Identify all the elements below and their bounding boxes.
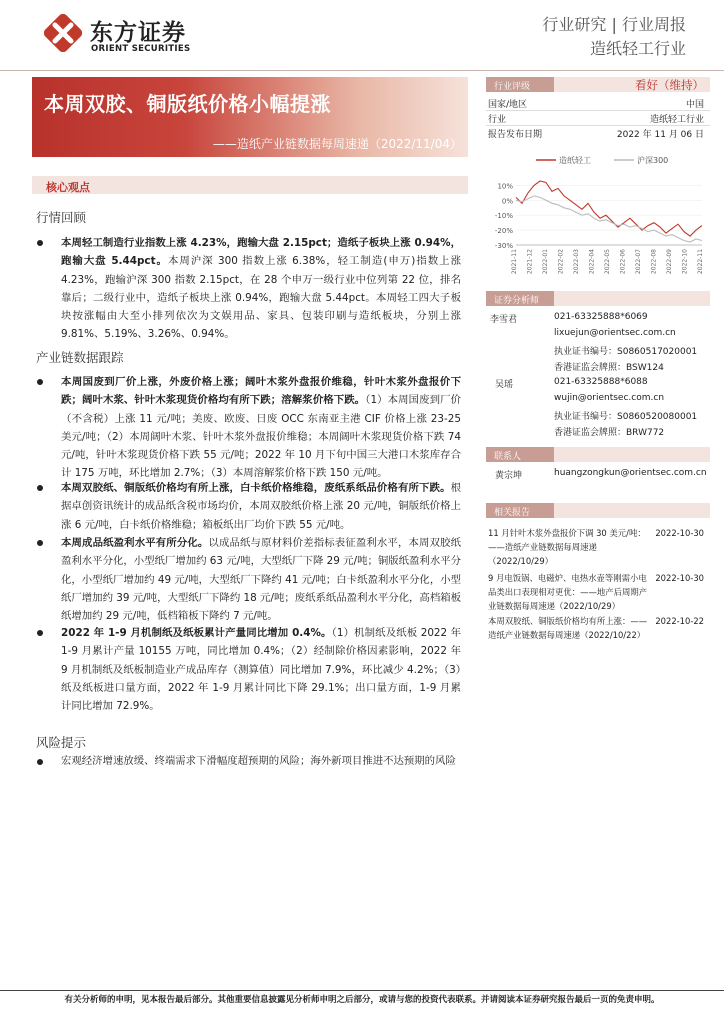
divider [486,125,710,126]
analyst-hk-license: 香港证监会牌照：BSW124 [554,363,664,373]
analyst-name: 李雪君 [490,315,518,325]
market-review-text: 本周沪深 300 指数上涨 6.38%，轻工制造(申万)指数上涨 4.23%，跑输沪深 300 指数 2.15pct，在 28 个申万一级行业中位列第 22 位，排名靠后；二级行业中，造纸子板块上涨 0.94%，跑输大盘 5.44pct。本周轻工四大子板块按涨幅由大至小排列依次为文娱用品、家具、包装印刷与造纸板块，分别上涨 9.81%、5.19%、3.26%、0.94%。 [61,255,461,341]
contact-email[interactable]: huangzongkun@orientsec.com.cn [554,468,707,478]
core-view-label: 核心观点 [46,181,90,194]
rating-value: 看好（维持） [635,78,704,92]
chain-item-2-bold: 本周双胶纸、铜版纸价格均有所上涨，白卡纸价格维稳，废纸系纸品价格有所下跌。 [61,482,451,494]
analyst-hk-license: 香港证监会牌照：BRW772 [554,428,665,438]
y-tick-label: 10% [497,182,513,191]
x-tick-label: 2022-10 [681,249,689,275]
chain-item-2 [61,479,461,534]
chain-item-3 [61,534,461,625]
contact-label: 联系人 [494,452,522,462]
bullet [37,540,43,546]
rating-val: 中国 [685,100,704,110]
rating-key: 行业 [488,115,507,125]
y-tick-label: 0% [501,197,513,206]
chain-item-1 [61,373,461,483]
analyst-label: 证券分析师 [494,296,540,306]
rating-val: 2022 年 11 月 06 日 [616,130,704,140]
market-review-bold: 本周轻工制造行业指数上涨 4.23%，跑输大盘 2.15pct；造纸子板块上涨 0.94%，跑输大盘 5.44pct。 [61,237,461,268]
chain-item-2-text: 根据卓创资讯统计的成品纸含税市场均价，本周双胶纸价格上涨 20 元/吨，铜版纸价格上涨 6 元/吨，白卡纸价格维稳；箱板纸出厂均价下跌 55 元/吨。 [61,482,461,531]
analyst-email[interactable]: lixuejun@orientsec.com.cn [554,328,676,338]
chain-item-1-bold: 本周国废到厂价上涨，外废价格上涨；阔叶木浆外盘报价维稳，针叶木浆外盘报价下跌；阔叶木浆、针叶木浆现货价格均有所下跌；溶解浆价格下跌。 [61,376,461,407]
risk-heading: 风险提示 [36,735,87,750]
x-tick-label: 2022-06 [619,249,627,275]
performance-chart [486,150,710,280]
bullet [37,630,43,636]
logo-name-en: ORIENT SECURITIES [91,44,191,54]
report-title: 本周双胶、铜版纸价格小幅提涨 [44,92,331,116]
bullet [37,485,43,491]
rating-val: 造纸轻工行业 [649,115,704,125]
x-tick-label: 2022-02 [557,249,565,275]
analyst-email[interactable]: wujin@orientsec.com.cn [554,393,665,403]
analyst-name: 吴瑶 [495,380,514,390]
related-report-link[interactable]: 11 月针叶木浆外盘报价下调 30 美元/吨：——造纸产业链数据每周速递（2022/10/29） [488,528,646,566]
risk-text: 宏观经济增速放缓、终端需求下滑幅度超预期的风险；海外新项目推进不达预期的风险 [61,755,456,767]
logo-name-cn: 东方证券 [90,20,186,46]
bullet [37,759,43,765]
chain-item-4-text: （1）机制纸及纸板 2022 年 1-9 月累计产量 10155 万吨，同比增加 0.4%；（2）经制除价格因素影响，2022 年 9 月机制纸及纸板制造业产成品库存（测算值）同比增加 7.9%，环比减少 4.2%；（3）纸及纸板进口量方面，2022 年 1-9 月累计同比下降 29.1%；出口量方面，1-9 月累计同比增加 72.9%。 [61,627,461,713]
y-tick-label: -30% [494,242,513,250]
disclaimer-footer: 有关分析师的申明，见本报告最后部分。其他重要信息披露见分析师申明之后部分，或请与您的投资代表联系。并请阅读本证券研究报告最后一页的免责申明。 [64,995,660,1005]
rating-label: 行业评级 [494,82,531,92]
x-tick-label: 2022-05 [604,249,611,275]
x-tick-label: 2022-07 [635,249,642,275]
report-subtitle: ——造纸产业链数据每周速递（2022/11/04） [212,137,462,151]
related-report-date: 2022-10-22 [655,616,704,626]
related-report-date: 2022-10-30 [655,573,704,583]
divider [486,110,710,111]
x-tick-label: 2022-04 [588,249,596,275]
legend-label: 沪深300 [637,156,669,165]
market-review-paragraph [61,234,461,344]
legend-label: 造纸轻工 [559,156,591,165]
x-tick-label: 2022-09 [666,249,673,275]
orient-logo-icon [44,14,82,52]
analyst-cert: 执业证书编号：S0860520080001 [554,412,698,422]
analyst-cert: 执业证书编号：S0860517020001 [554,347,698,357]
market-review-heading: 行情回顾 [36,210,87,225]
x-tick-label: 2022-11 [697,249,704,275]
chain-item-4-bold: 2022 年 1-9 月机制纸及纸板累计产量同比增加 0.4%。 [61,627,332,639]
analyst-phone: 021-63325888*6069 [554,312,648,322]
chain-item-4 [61,624,461,715]
core-view-bar [32,176,468,194]
industry-name: 造纸轻工行业 [589,39,686,58]
contact-name: 黄宗坤 [495,471,523,481]
series-line [516,181,702,236]
chain-item-1-text: （1）本周国废到厂价（不含税）上涨 11 元/吨；美废、欧废、日废 OCC 东南亚主港 CIF 价格上涨 23-25 美元/吨；（2）本周阔叶木浆、针叶木浆外盘报价维稳；本周阔叶木浆现货价格下跌 74 元/吨，针叶木浆现货价格下跌 55 元/吨；2022 年 10 月下旬中国三大港口木浆库存合计 175 万吨，环比增加 2.7%；（3）本周溶解浆价格下跌 150 元/吨。 [61,394,461,480]
bullet [37,379,43,385]
chain-item-3-bold: 本周成品纸盈利水平有所分化。 [61,537,209,549]
y-tick-label: -20% [494,227,513,236]
bullet [37,240,43,246]
analyst-phone: 021-63325888*6088 [554,377,648,387]
chain-item-3-text: 以成品纸与原材料价差指标表征盈利水平，本周双胶纸盈利水平分化，小型纸厂增加约 63 元/吨，大型纸厂下降 29 元/吨；铜版纸盈利水平分化，小型纸厂增加约 49 元/吨，大型纸厂下降约 41 元/吨；白卡纸盈利水平分化，小型纸厂增加约 39 元/吨，大型纸厂下降约 18 元/吨；废纸系纸品盈利水平分化，高档箱板纸增加约 29 元/吨，低档箱板下降约 7 元/吨。 [61,537,461,623]
x-tick-label: 2021-12 [526,249,534,275]
related-report-link[interactable]: 9 月电饭锅、电磁炉、电热水壶等刚需小电品类出口表现相对更优：——地产后周期产业链数据每周速递（2022/10/29） [488,573,648,611]
x-tick-label: 2022-08 [650,249,658,275]
x-tick-label: 2022-01 [542,249,549,275]
x-tick-label: 2021-11 [511,249,518,275]
x-tick-label: 2022-03 [573,249,580,275]
related-report-link[interactable]: 本周双胶纸、铜版纸价格均有所上涨：——造纸产业链数据每周速递（2022/10/22） [488,616,648,640]
related-report-date: 2022-10-30 [655,528,704,538]
related-label: 相关报告 [494,508,531,518]
header-divider [0,70,724,71]
chain-heading: 产业链数据跟踪 [36,350,124,365]
footer-divider [0,990,724,991]
report-type: 行业研究 | 行业周报 [542,15,686,34]
y-tick-label: -10% [494,212,513,221]
rating-key: 报告发布日期 [488,130,543,140]
rating-key: 国家/地区 [488,100,528,110]
